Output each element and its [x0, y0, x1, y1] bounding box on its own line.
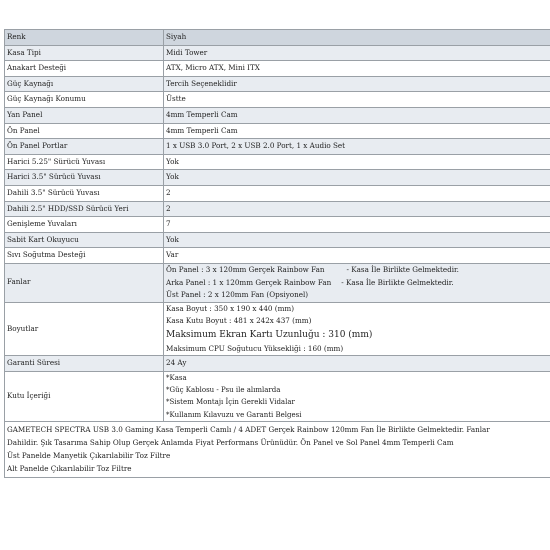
spec-label: Garanti Süresi — [5, 356, 164, 372]
table-row — [5, 92, 550, 108]
spec-value: Yok — [164, 232, 550, 248]
spec-label: Ön Panel — [5, 123, 164, 139]
product-description — [4, 422, 550, 478]
table-row — [5, 76, 550, 92]
spec-value: 4mm Temperli Cam — [164, 123, 550, 139]
spec-value: 1 x USB 3.0 Port, 2 x USB 2.0 Port, 1 x Audio Set — [164, 139, 550, 155]
spec-value-box-contents — [164, 372, 550, 422]
table-row — [5, 107, 550, 123]
table-row — [5, 185, 550, 201]
fan-line — [166, 264, 548, 277]
table-row-warranty — [5, 356, 550, 372]
spec-value: 2 — [164, 185, 550, 201]
spec-value: Siyah — [164, 30, 550, 46]
spec-value: Midi Tower — [164, 45, 550, 61]
spec-label: Fanlar — [5, 263, 164, 302]
spec-label: Harici 5.25" Sürücü Yuvası — [5, 154, 164, 170]
table-row — [5, 248, 550, 264]
box-item: *Sistem Montajı İçin Gerekli Vidalar — [166, 398, 295, 407]
dimension-line: Maksimum Ekran Kartı Uzunluğu : 310 (mm) — [166, 329, 373, 340]
spec-label: Harici 3.5" Sürücü Yuvası — [5, 170, 164, 186]
table-row-header — [5, 30, 550, 46]
table-row — [5, 154, 550, 170]
table-row — [5, 217, 550, 233]
spec-value: ATX, Micro ATX, Mini ITX — [164, 61, 550, 77]
spec-label: Renk — [5, 30, 164, 46]
fan-main: Arka Panel : 1 x 120mm Gerçek Rainbow Fan — [166, 277, 332, 287]
table-row — [5, 139, 550, 155]
spec-value: Var — [164, 248, 550, 264]
description-line: Alt Panelde Çıkarılabilir Toz Filtre — [7, 464, 132, 474]
spec-label: Boyutlar — [5, 302, 164, 356]
spec-label: Güç Kaynağı Konumu — [5, 92, 164, 108]
spec-value: 7 — [164, 217, 550, 233]
fan-note: - Kasa İle Birlikte Gelmektedir. — [341, 277, 454, 287]
table-row — [5, 123, 550, 139]
table-row-dimensions — [5, 302, 550, 356]
table-row-fans — [5, 263, 550, 302]
table-row — [5, 201, 550, 217]
spec-label: Ön Panel Portlar — [5, 139, 164, 155]
spec-table — [4, 29, 550, 422]
spec-value: Yok — [164, 154, 550, 170]
fan-note: - Kasa İle Birlikte Gelmektedir. — [346, 264, 459, 274]
fan-line — [166, 277, 548, 290]
box-item: *Güç Kablosu - Psu ile alımlarda — [166, 386, 281, 395]
table-row-box-contents — [5, 372, 550, 422]
spec-label: Dahili 3.5" Sürücü Yuvası — [5, 185, 164, 201]
spec-value: 2 — [164, 201, 550, 217]
fan-line — [166, 289, 548, 302]
spec-value: 24 Ay — [164, 356, 550, 372]
table-row — [5, 45, 550, 61]
spec-label: Sabit Kart Okuyucu — [5, 232, 164, 248]
table-row — [5, 61, 550, 77]
spec-sheet — [4, 29, 550, 478]
description-line: Dahildir. Şık Tasarıma Sahip Olup Gerçek Anlamda Fiyat Performans Ürünüdür. Ön Panel ve Sol Panel 4mm Temperli Cam — [7, 438, 454, 448]
fan-main: Üst Panel : 2 x 120mm Fan (Opsiyonel) — [166, 290, 309, 300]
spec-label: Dahili 2.5" HDD/SSD Sürücü Yeri — [5, 201, 164, 217]
spec-label: Kasa Tipi — [5, 45, 164, 61]
spec-label: Sıvı Soğutma Desteği — [5, 248, 164, 264]
box-item: *Kasa — [166, 374, 187, 383]
spec-value-fans — [164, 263, 550, 302]
spec-label: Güç Kaynağı — [5, 76, 164, 92]
spec-value: Tercih Seçeneklidir — [164, 76, 550, 92]
dimension-line: Kasa Kutu Boyut : 481 x 242x 437 (mm) — [166, 316, 312, 326]
spec-label: Yan Panel — [5, 107, 164, 123]
description-line: Üst Panelde Manyetik Çıkarılabilir Toz Filtre — [7, 451, 171, 461]
spec-label: Anakart Desteği — [5, 61, 164, 77]
spec-value: 4mm Temperli Cam — [164, 107, 550, 123]
dimension-line: Kasa Boyut : 350 x 190 x 440 (mm) — [166, 303, 295, 313]
dimension-line: Maksimum CPU Soğutucu Yüksekliği : 160 (mm) — [166, 343, 344, 353]
spec-value: Yok — [164, 170, 550, 186]
spec-value-dimensions — [164, 302, 550, 356]
spec-value: Üstte — [164, 92, 550, 108]
box-item: *Kullanım Kılavuzu ve Garanti Belgesi — [166, 410, 302, 419]
table-row — [5, 170, 550, 186]
spec-label: Genişleme Yuvaları — [5, 217, 164, 233]
table-row — [5, 232, 550, 248]
description-line: GAMETECH SPECTRA USB 3.0 Gaming Kasa Temperli Camlı / 4 ADET Gerçek Rainbow 120mm Fan İle Birlikte Gelmektedir. Fanlar — [7, 424, 490, 434]
spec-label: Kutu İçeriği — [5, 372, 164, 422]
fan-main: Ön Panel : 3 x 120mm Gerçek Rainbow Fan — [166, 264, 325, 274]
